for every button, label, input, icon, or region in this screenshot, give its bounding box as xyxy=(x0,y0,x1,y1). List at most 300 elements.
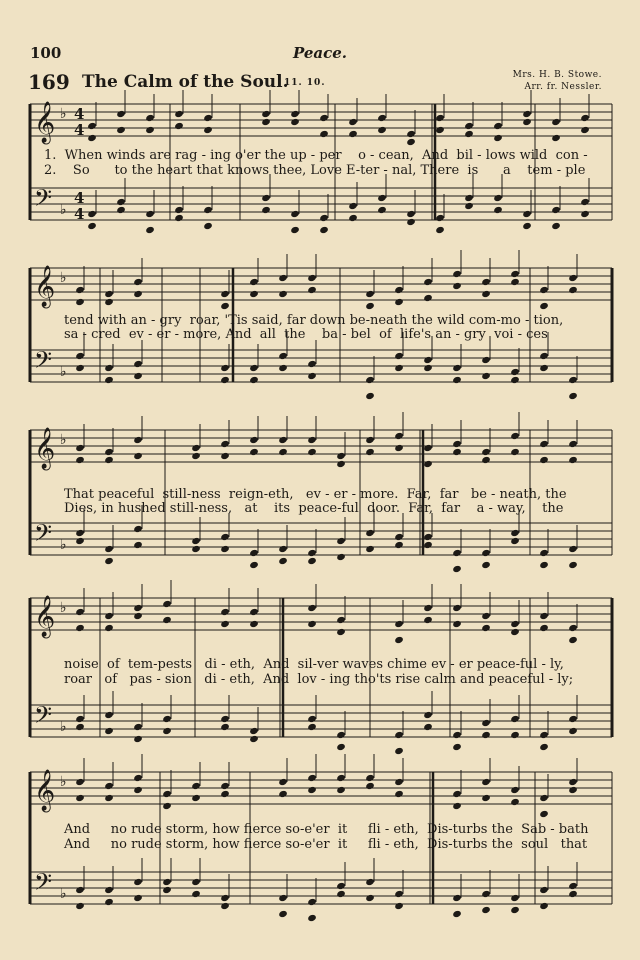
treble-clef-s3: 𝄞 xyxy=(34,428,56,469)
notehead-s5-bass-3-b xyxy=(133,894,143,902)
notehead-s2-bass-15-b xyxy=(568,392,578,400)
notehead-s1-bass-9 xyxy=(348,202,358,210)
notehead-s1-bass-5 xyxy=(203,206,213,214)
notehead-s5-treble-14-b xyxy=(510,798,520,806)
notehead-s4-bass-8-b xyxy=(336,743,346,751)
notehead-s1-bass-17-b xyxy=(580,210,590,218)
notehead-s1-bass-8-b xyxy=(319,226,329,234)
notehead-s5-treble-11-b xyxy=(394,790,404,798)
running-head: Peace. xyxy=(292,44,348,62)
notehead-s2-treble-4 xyxy=(220,290,230,298)
lyric-line-s2-v1: tend with an - gry roar, 'Tis said, far down be-neath the wild com-mo - tion, xyxy=(64,313,564,328)
notehead-s2-bass-2 xyxy=(104,364,114,372)
notehead-s2-bass-13 xyxy=(510,368,520,376)
key-flat-s3-bass: ♭ xyxy=(60,537,67,553)
notehead-s3-treble-1 xyxy=(75,444,85,452)
notehead-s5-bass-1-b xyxy=(75,902,85,910)
notehead-s1-treble-7-b xyxy=(290,118,300,126)
notehead-s2-treble-11-b xyxy=(452,282,462,290)
notehead-s2-treble-7-b xyxy=(307,286,317,294)
notehead-s3-treble-16 xyxy=(539,440,549,448)
notehead-s2-bass-5 xyxy=(249,364,259,372)
notehead-s5-bass-8-b xyxy=(307,914,317,922)
notehead-s1-treble-9 xyxy=(348,118,358,126)
notehead-s3-treble-11-b xyxy=(394,444,404,452)
notehead-s5-treble-4-b xyxy=(162,802,172,810)
notehead-s5-bass-13 xyxy=(481,890,491,898)
notehead-s4-bass-5 xyxy=(220,715,230,723)
notehead-s1-bass-2 xyxy=(116,198,126,206)
key-flat-s4-treble: ♭ xyxy=(60,600,67,616)
notehead-s5-treble-9 xyxy=(336,774,346,782)
time-signature-digit-2: 4 xyxy=(74,121,85,139)
notehead-s2-treble-2 xyxy=(104,290,114,298)
notehead-s3-bass-15-b xyxy=(510,537,520,545)
notehead-s5-bass-9-b xyxy=(336,890,346,898)
notehead-s4-treble-1 xyxy=(75,608,85,616)
notehead-s1-treble-16-b xyxy=(551,134,561,142)
notehead-s1-treble-4 xyxy=(174,110,184,118)
notehead-s5-bass-2-b xyxy=(104,898,114,906)
notehead-s4-bass-3 xyxy=(133,723,143,731)
notehead-s2-bass-12 xyxy=(481,356,491,364)
notehead-s2-bass-7 xyxy=(307,360,317,368)
notehead-s2-treble-9 xyxy=(394,286,404,294)
notehead-s3-treble-6 xyxy=(249,436,259,444)
notehead-s5-treble-3 xyxy=(133,774,143,782)
key-flat-s5-treble: ♭ xyxy=(60,774,67,790)
notehead-s4-treble-3-b xyxy=(133,612,143,620)
time-signature-digit-4: 4 xyxy=(74,205,85,223)
notehead-s3-bass-5-b xyxy=(220,545,230,553)
notehead-s4-bass-14-b xyxy=(539,743,549,751)
notehead-s2-treble-10 xyxy=(423,278,433,286)
notehead-s3-bass-7 xyxy=(278,545,288,553)
notehead-s2-bass-15 xyxy=(568,376,578,384)
notehead-s5-treble-16-b xyxy=(568,786,578,794)
notehead-s1-bass-4 xyxy=(174,206,184,214)
notehead-s5-treble-13-b xyxy=(481,794,491,802)
notehead-s1-treble-5-b xyxy=(203,126,213,134)
notehead-s3-treble-6-b xyxy=(249,448,259,456)
notehead-s3-bass-13-b xyxy=(452,565,462,573)
notehead-s2-treble-15 xyxy=(568,274,578,282)
treble-clef-s2: 𝄞 xyxy=(34,266,56,307)
notehead-s5-bass-13-b xyxy=(481,906,491,914)
notehead-s4-bass-11 xyxy=(452,731,462,739)
time-signature-digit-3: 4 xyxy=(74,189,85,207)
notehead-s3-bass-13 xyxy=(452,549,462,557)
notehead-s1-bass-6 xyxy=(261,194,271,202)
notehead-s4-treble-7 xyxy=(307,604,317,612)
notehead-s3-bass-3 xyxy=(133,525,143,533)
notehead-s5-treble-7-b xyxy=(278,790,288,798)
notehead-s1-bass-6-b xyxy=(261,206,271,214)
notehead-s4-bass-10 xyxy=(423,711,433,719)
key-flat-s1-bass: ♭ xyxy=(60,202,67,218)
key-flat-s2-treble: ♭ xyxy=(60,270,67,286)
notehead-s1-treble-1 xyxy=(87,122,97,130)
treble-clef-s1: 𝄞 xyxy=(34,102,56,143)
notehead-s3-bass-2 xyxy=(104,545,114,553)
notehead-s4-treble-13 xyxy=(510,620,520,628)
notehead-s2-bass-14 xyxy=(539,352,549,360)
notehead-s1-bass-16 xyxy=(551,206,561,214)
notehead-s4-bass-10-b xyxy=(423,723,433,731)
key-flat-s4-bass: ♭ xyxy=(60,719,67,735)
notehead-s2-treble-7 xyxy=(307,274,317,282)
notehead-s1-treble-13-b xyxy=(464,130,474,138)
notehead-s5-bass-4-b xyxy=(162,886,172,894)
notehead-s3-bass-1-b xyxy=(75,537,85,545)
key-flat-s2-bass: ♭ xyxy=(60,364,67,380)
notehead-s2-bass-3 xyxy=(133,360,143,368)
notehead-s3-bass-17-b xyxy=(568,561,578,569)
notehead-s5-treble-16 xyxy=(568,778,578,786)
key-flat-s3-treble: ♭ xyxy=(60,432,67,448)
notehead-s3-bass-12-b xyxy=(423,541,433,549)
notehead-s5-bass-11 xyxy=(394,890,404,898)
key-flat-s1-treble: ♭ xyxy=(60,106,67,122)
notehead-s3-treble-14 xyxy=(481,448,491,456)
notehead-s1-bass-7-b xyxy=(290,226,300,234)
notehead-s3-bass-16-b xyxy=(539,561,549,569)
notehead-s5-treble-10 xyxy=(365,774,375,782)
notehead-s2-treble-13-b xyxy=(510,278,520,286)
notehead-s3-treble-9 xyxy=(336,452,346,460)
notehead-s4-bass-9 xyxy=(394,731,404,739)
notehead-s3-treble-9-b xyxy=(336,460,346,468)
notehead-s1-bass-4-b xyxy=(174,214,184,222)
notehead-s1-bass-5-b xyxy=(203,222,213,230)
notehead-s1-treble-13 xyxy=(464,122,474,130)
notehead-s3-treble-8-b xyxy=(307,448,317,456)
notehead-s5-bass-15 xyxy=(539,886,549,894)
notehead-s3-bass-4 xyxy=(191,537,201,545)
notehead-s5-treble-5 xyxy=(191,782,201,790)
notehead-s1-bass-12 xyxy=(435,214,445,222)
lyric-line-s5-v2: And no rude storm, how fierce so-e'er it fli - eth, Dis-turbs the soul that xyxy=(64,837,588,852)
notehead-s1-treble-15 xyxy=(522,110,532,118)
notehead-s5-treble-14 xyxy=(510,786,520,794)
notehead-s2-treble-6 xyxy=(278,274,288,282)
arranger-credit: Arr. fr. Nessler. xyxy=(524,82,602,92)
notehead-s5-treble-6-b xyxy=(220,790,230,798)
notehead-s5-treble-10-b xyxy=(365,782,375,790)
notehead-s4-bass-7 xyxy=(307,715,317,723)
notehead-s1-bass-16-b xyxy=(551,222,561,230)
notehead-s5-bass-5-b xyxy=(191,890,201,898)
notehead-s5-treble-7 xyxy=(278,778,288,786)
notehead-s2-treble-10-b xyxy=(423,294,433,302)
notehead-s1-bass-17 xyxy=(580,198,590,206)
notehead-s4-treble-8-b xyxy=(336,628,346,636)
notehead-s1-bass-15 xyxy=(522,210,532,218)
notehead-s4-bass-8 xyxy=(336,731,346,739)
notehead-s4-treble-5-b xyxy=(220,620,230,628)
notehead-s2-bass-6-b xyxy=(278,364,288,372)
notehead-s5-bass-6-b xyxy=(220,902,230,910)
notehead-s4-treble-6 xyxy=(249,608,259,616)
notehead-s1-treble-10-b xyxy=(377,126,387,134)
notehead-s5-bass-15-b xyxy=(539,902,549,910)
notehead-s3-treble-5 xyxy=(220,440,230,448)
key-flat-s5-bass: ♭ xyxy=(60,886,67,902)
lyric-line-s1-v1: 1. When winds are rag - ing o'er the up - per o - cean, And bil - lows wild con - xyxy=(44,148,588,163)
notehead-s4-bass-6 xyxy=(249,727,259,735)
notehead-s4-treble-5 xyxy=(220,608,230,616)
lyric-line-s4-v2: roar of pas - sion di - eth, And lov - ing tho'ts rise calm and peaceful - ly; xyxy=(64,672,574,687)
notehead-s5-bass-10-b xyxy=(365,894,375,902)
notehead-s5-treble-1 xyxy=(75,778,85,786)
notehead-s3-treble-15-b xyxy=(510,448,520,456)
notehead-s5-bass-8 xyxy=(307,898,317,906)
notehead-s2-bass-3-b xyxy=(133,372,143,380)
notehead-s4-bass-3-b xyxy=(133,735,143,743)
notehead-s4-bass-5-b xyxy=(220,723,230,731)
notehead-s1-bass-7 xyxy=(290,210,300,218)
notehead-s4-bass-1-b xyxy=(75,723,85,731)
hymn-number: 169 xyxy=(28,70,70,94)
notehead-s5-treble-4 xyxy=(162,790,172,798)
notehead-s5-bass-11-b xyxy=(394,902,404,910)
notehead-s3-bass-2-b xyxy=(104,557,114,565)
notehead-s3-treble-15 xyxy=(510,432,520,440)
notehead-s2-bass-2-b xyxy=(104,376,114,384)
notehead-s1-bass-2-b xyxy=(116,206,126,214)
notehead-s2-bass-10-b xyxy=(423,364,433,372)
bass-clef-s5: 𝄢 xyxy=(34,868,53,901)
notehead-s5-treble-2 xyxy=(104,782,114,790)
notehead-s2-treble-8-b xyxy=(365,302,375,310)
notehead-s4-treble-15 xyxy=(568,624,578,632)
notehead-s3-treble-13 xyxy=(452,440,462,448)
notehead-s1-treble-7 xyxy=(290,110,300,118)
notehead-s5-bass-7 xyxy=(278,894,288,902)
notehead-s2-bass-11-b xyxy=(452,376,462,384)
notehead-s1-bass-14-b xyxy=(493,206,503,214)
notehead-s4-bass-6-b xyxy=(249,735,259,743)
notehead-s3-bass-14 xyxy=(481,549,491,557)
notehead-s4-bass-13 xyxy=(510,715,520,723)
notehead-s4-bass-12 xyxy=(481,719,491,727)
notehead-s4-bass-1 xyxy=(75,715,85,723)
notehead-s4-treble-9 xyxy=(394,620,404,628)
bass-clef-s4: 𝄢 xyxy=(34,701,53,734)
notehead-s2-treble-12-b xyxy=(481,290,491,298)
notehead-s5-bass-10 xyxy=(365,878,375,886)
notehead-s1-treble-8-b xyxy=(319,130,329,138)
notehead-s2-bass-9 xyxy=(394,352,404,360)
notehead-s1-treble-12-b xyxy=(435,126,445,134)
bass-clef-s3: 𝄢 xyxy=(34,519,53,552)
notehead-s1-bass-13 xyxy=(464,194,474,202)
notehead-s2-bass-4-b xyxy=(220,376,230,384)
notehead-s4-treble-8 xyxy=(336,616,346,624)
notehead-s2-treble-1 xyxy=(75,286,85,294)
notehead-s2-bass-13-b xyxy=(510,376,520,384)
notehead-s3-bass-17 xyxy=(568,545,578,553)
notehead-s1-bass-3-b xyxy=(145,226,155,234)
notehead-s4-bass-2 xyxy=(104,711,114,719)
notehead-s3-treble-7 xyxy=(278,436,288,444)
lyric-line-s3-v2: Dies, in hushed still-ness, at its peace-ful door. Far, far a - way, the xyxy=(64,501,564,516)
notehead-s5-treble-2-b xyxy=(104,794,114,802)
notehead-s3-treble-16-b xyxy=(539,456,549,464)
notehead-s2-bass-5-b xyxy=(249,376,259,384)
notehead-s3-bass-3-b xyxy=(133,541,143,549)
notehead-s4-bass-2-b xyxy=(104,727,114,735)
notehead-s4-treble-2 xyxy=(104,612,114,620)
notehead-s3-treble-4-b xyxy=(191,452,201,460)
notehead-s2-bass-11 xyxy=(452,364,462,372)
notehead-s4-bass-4 xyxy=(162,715,172,723)
time-signature-digit-1: 4 xyxy=(74,105,85,123)
notehead-s3-bass-8 xyxy=(307,549,317,557)
notehead-s3-bass-11-b xyxy=(394,541,404,549)
notehead-s3-bass-7-b xyxy=(278,557,288,565)
notehead-s3-treble-10-b xyxy=(365,448,375,456)
notehead-s2-treble-6-b xyxy=(278,290,288,298)
notehead-s1-treble-4-b xyxy=(174,122,184,130)
notehead-s4-treble-11-b xyxy=(452,620,462,628)
notehead-s4-treble-15-b xyxy=(568,636,578,644)
notehead-s5-bass-7-b xyxy=(278,910,288,918)
notehead-s2-bass-14-b xyxy=(539,364,549,372)
notehead-s3-bass-16 xyxy=(539,549,549,557)
notehead-s1-bass-10-b xyxy=(377,206,387,214)
notehead-s3-treble-7-b xyxy=(278,448,288,456)
notehead-s4-treble-2-b xyxy=(104,624,114,632)
notehead-s4-treble-14 xyxy=(539,612,549,620)
notehead-s3-bass-6 xyxy=(249,549,259,557)
notehead-s1-bass-12-b xyxy=(435,226,445,234)
lyric-line-s2-v2: sa - cred ev - er - more, And all the ba - bel of life's an - gry voi - ces xyxy=(64,327,548,342)
notehead-s1-treble-5 xyxy=(203,114,213,122)
notehead-s5-bass-9 xyxy=(336,882,346,890)
notehead-s5-treble-15-b xyxy=(539,810,549,818)
notehead-s2-treble-5 xyxy=(249,278,259,286)
notehead-s5-treble-15 xyxy=(539,794,549,802)
notehead-s1-bass-15-b xyxy=(522,222,532,230)
notehead-s2-treble-14-b xyxy=(539,302,549,310)
lyric-line-s4-v1: noise of tem-pests di - eth, And sil-ver waves chime ev - er peace-ful - ly, xyxy=(64,657,564,672)
notehead-s2-bass-1 xyxy=(75,352,85,360)
notehead-s4-treble-10-b xyxy=(423,616,433,624)
notehead-s5-treble-8-b xyxy=(307,786,317,794)
notehead-s3-bass-11 xyxy=(394,533,404,541)
notehead-s4-treble-1-b xyxy=(75,624,85,632)
notehead-s5-treble-5-b xyxy=(191,794,201,802)
notehead-s1-bass-11 xyxy=(406,210,416,218)
notehead-s2-bass-10 xyxy=(423,356,433,364)
notehead-s2-treble-15-b xyxy=(568,286,578,294)
notehead-s4-bass-4-b xyxy=(162,727,172,735)
lyric-line-s3-v1: That peaceful still-ness reign-eth, ev - er - more. Far, far be - neath, the xyxy=(64,487,567,502)
notehead-s3-treble-12-b xyxy=(423,460,433,468)
notehead-s3-treble-2-b xyxy=(104,456,114,464)
notehead-s5-treble-3-b xyxy=(133,786,143,794)
notehead-s3-treble-3-b xyxy=(133,452,143,460)
notehead-s2-treble-5-b xyxy=(249,290,259,298)
notehead-s4-treble-13-b xyxy=(510,628,520,636)
notehead-s1-bass-1-b xyxy=(87,222,97,230)
notehead-s2-treble-14 xyxy=(539,286,549,294)
notehead-s2-bass-4 xyxy=(220,364,230,372)
notehead-s3-treble-8 xyxy=(307,436,317,444)
notehead-s1-bass-9-b xyxy=(348,214,358,222)
notehead-s1-treble-2 xyxy=(116,110,126,118)
notehead-s5-bass-14 xyxy=(510,894,520,902)
notehead-s3-treble-3 xyxy=(133,436,143,444)
notehead-s3-bass-15 xyxy=(510,529,520,537)
notehead-s4-treble-10 xyxy=(423,604,433,612)
notehead-s4-treble-9-b xyxy=(394,636,404,644)
notehead-s2-treble-3-b xyxy=(133,290,143,298)
notehead-s2-bass-8 xyxy=(365,376,375,384)
hymn-title: The Calm of the Soul. xyxy=(82,72,289,92)
notehead-s3-bass-6-b xyxy=(249,561,259,569)
notehead-s5-treble-11 xyxy=(394,778,404,786)
notehead-s4-bass-15 xyxy=(568,715,578,723)
notehead-s4-bass-14 xyxy=(539,731,549,739)
notehead-s1-treble-11-b xyxy=(406,138,416,146)
notehead-s1-treble-16 xyxy=(551,118,561,126)
notehead-s5-bass-2 xyxy=(104,886,114,894)
notehead-s5-treble-12-b xyxy=(452,802,462,810)
notehead-s4-bass-15-b xyxy=(568,727,578,735)
notehead-s3-treble-11 xyxy=(394,432,404,440)
hymn-meter: 11. 10. xyxy=(284,78,326,88)
notehead-s5-bass-3 xyxy=(133,878,143,886)
notehead-s3-bass-1 xyxy=(75,529,85,537)
notehead-s1-bass-13-b xyxy=(464,202,474,210)
notehead-s5-treble-1-b xyxy=(75,794,85,802)
notehead-s1-bass-8 xyxy=(319,214,329,222)
notehead-s5-bass-12 xyxy=(452,894,462,902)
notehead-s4-treble-14-b xyxy=(539,624,549,632)
notehead-s1-treble-11 xyxy=(406,130,416,138)
bass-clef-s2: 𝄢 xyxy=(34,346,53,379)
notehead-s5-bass-6 xyxy=(220,894,230,902)
notehead-s3-treble-4 xyxy=(191,444,201,452)
notehead-s4-treble-12-b xyxy=(481,624,491,632)
notehead-s4-bass-7-b xyxy=(307,723,317,731)
notehead-s1-treble-15-b xyxy=(522,118,532,126)
notehead-s3-bass-10 xyxy=(365,529,375,537)
notehead-s1-treble-2-b xyxy=(116,126,126,134)
notehead-s3-treble-17-b xyxy=(568,456,578,464)
notehead-s1-treble-1-b xyxy=(87,134,97,142)
notehead-s3-treble-12 xyxy=(423,444,433,452)
notehead-s2-treble-1-b xyxy=(75,298,85,306)
notehead-s1-treble-17-b xyxy=(580,126,590,134)
lyric-line-s5-v1: And no rude storm, how fierce so-e'er it fli - eth, Dis-turbs the Sab - bath xyxy=(64,822,589,837)
notehead-s5-treble-8 xyxy=(307,774,317,782)
notehead-s1-treble-6-b xyxy=(261,118,271,126)
notehead-s5-treble-13 xyxy=(481,778,491,786)
notehead-s1-treble-14-b xyxy=(493,134,503,142)
notehead-s2-treble-4-b xyxy=(220,302,230,310)
notehead-s5-treble-12 xyxy=(452,790,462,798)
notehead-s5-bass-1 xyxy=(75,886,85,894)
notehead-s5-bass-12-b xyxy=(452,910,462,918)
notehead-s3-treble-5-b xyxy=(220,452,230,460)
notehead-s2-treble-9-b xyxy=(394,298,404,306)
notehead-s4-treble-12 xyxy=(481,612,491,620)
notehead-s2-bass-12-b xyxy=(481,372,491,380)
notehead-s4-bass-9-b xyxy=(394,747,404,755)
